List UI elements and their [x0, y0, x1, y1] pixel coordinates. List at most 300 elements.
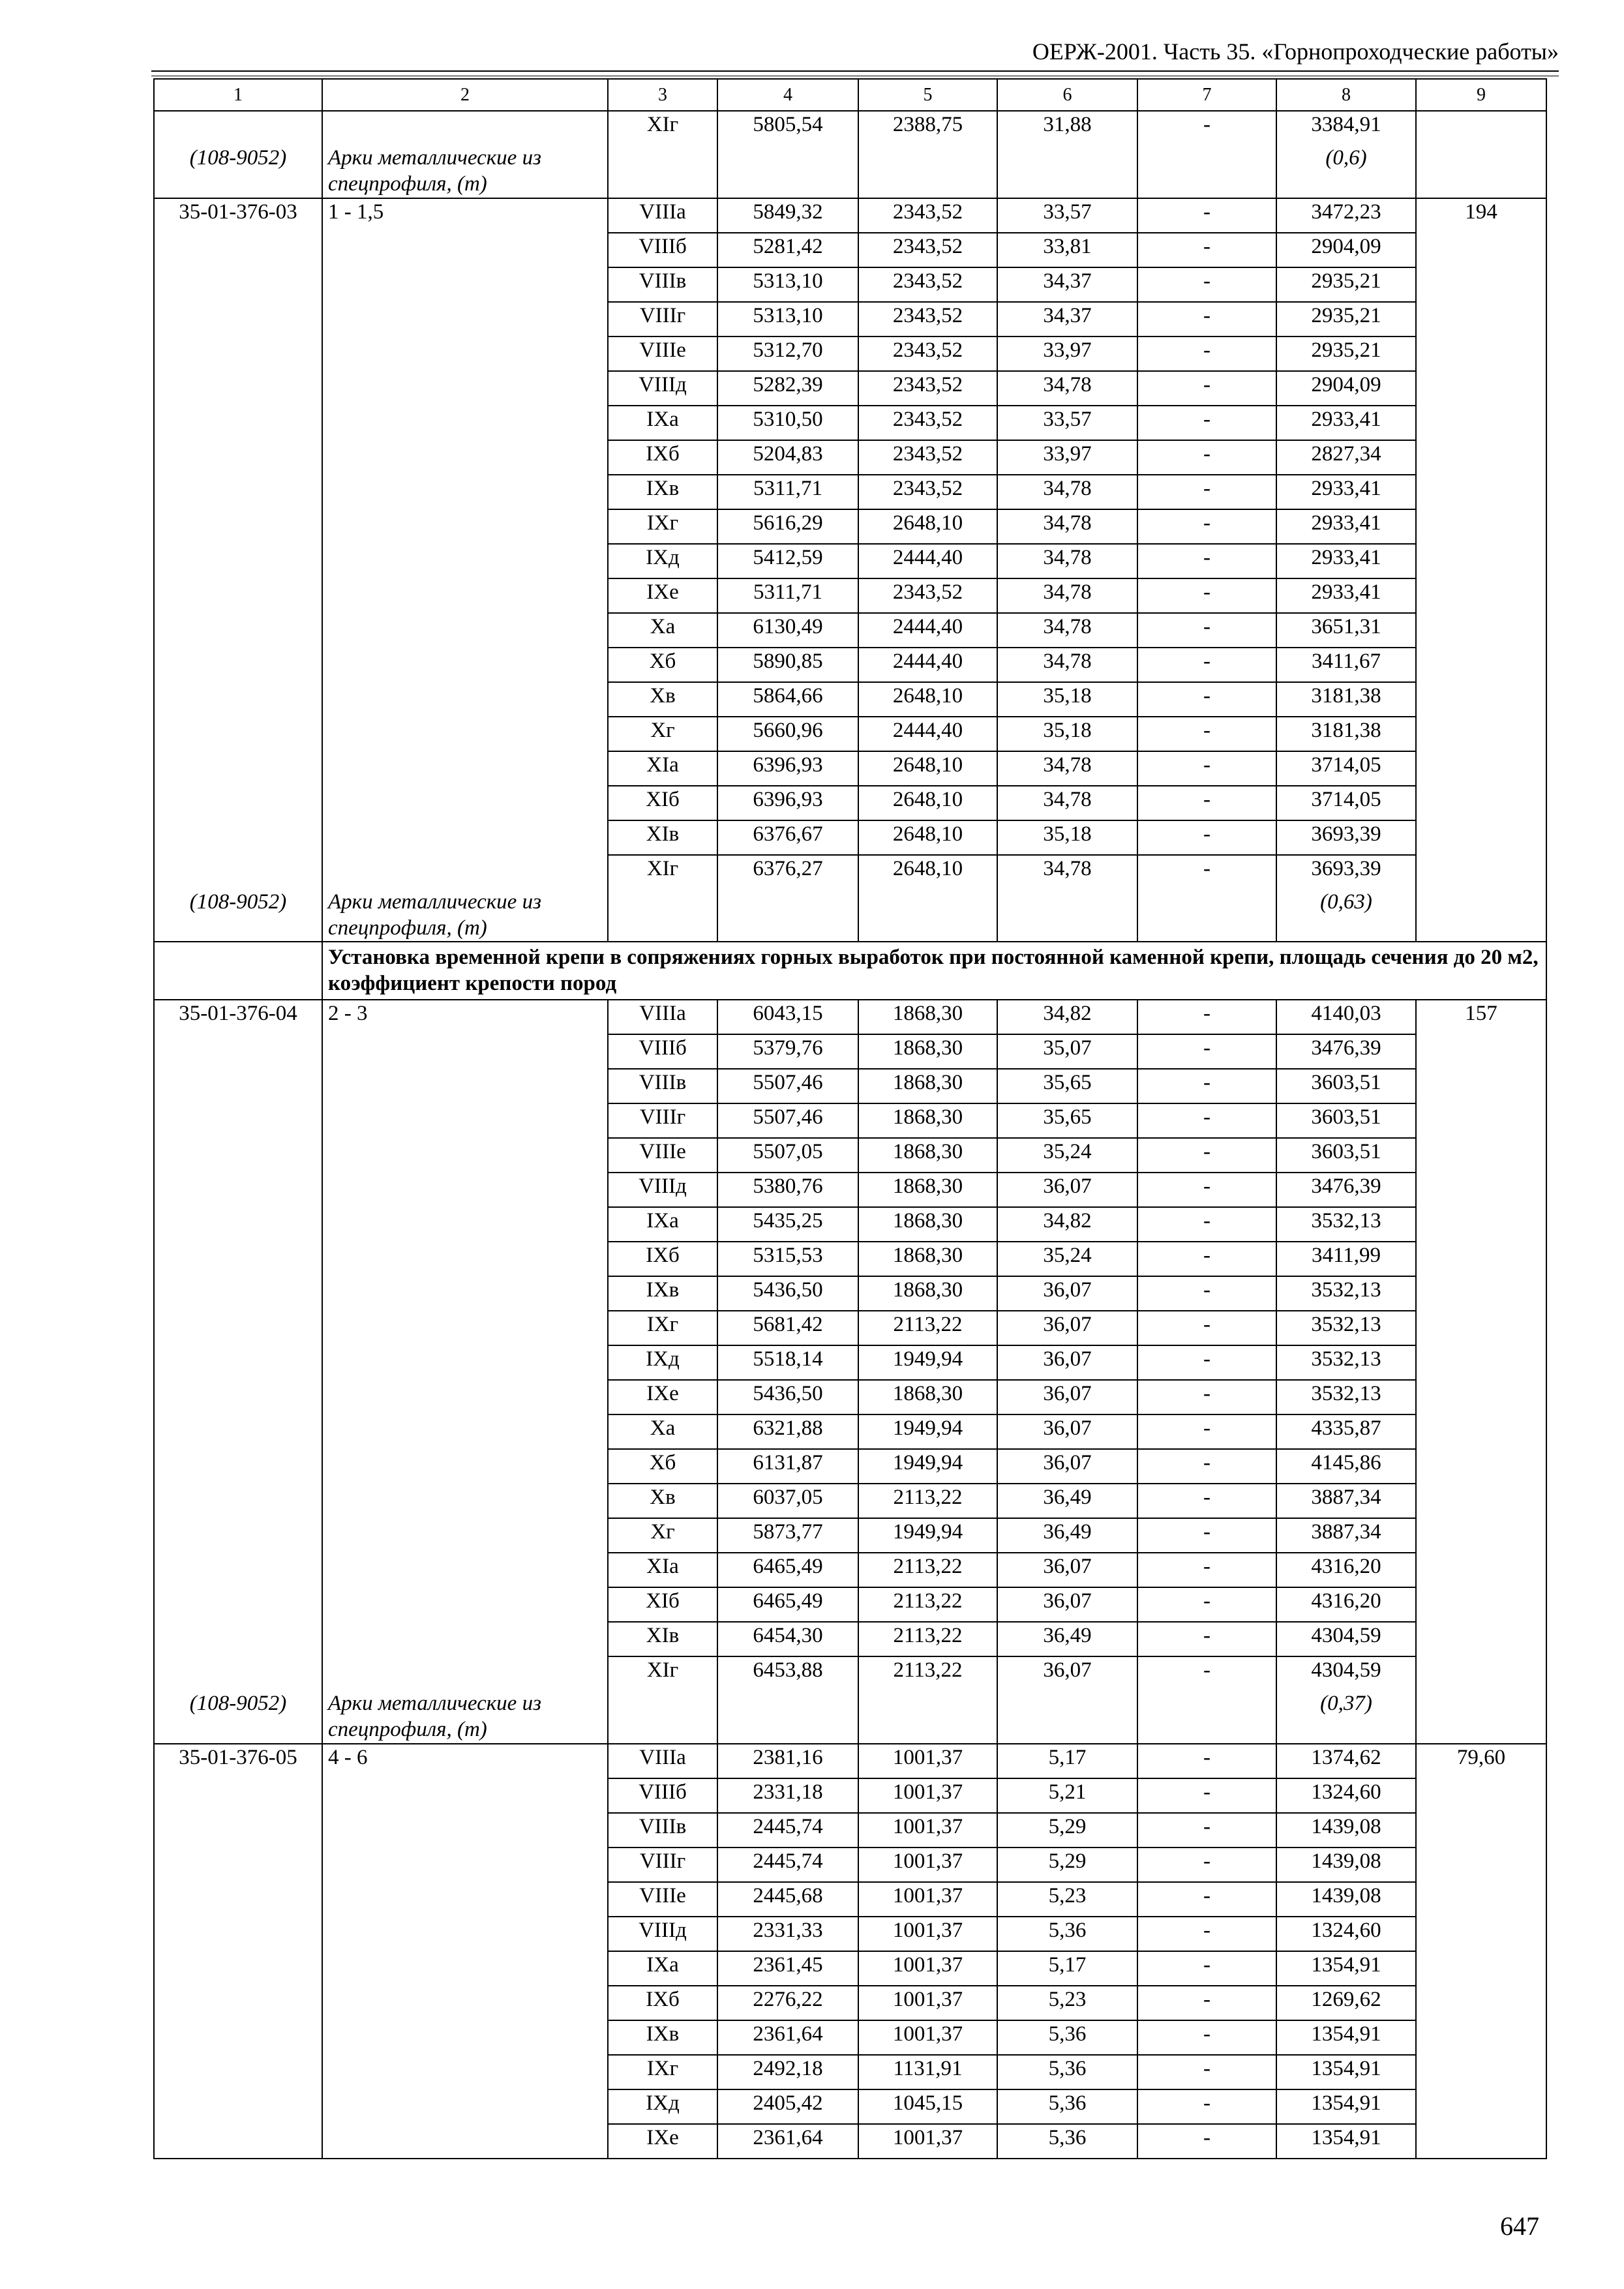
machine-cost-cell: 36,07 — [997, 1449, 1137, 1484]
rate-param-cell — [322, 440, 608, 475]
material-empty-cell — [1137, 889, 1276, 942]
rate-code-cell — [154, 1034, 322, 1069]
rate-param-cell — [322, 111, 608, 145]
table-row — [154, 1345, 1546, 1380]
zone-cell: XIг — [608, 855, 717, 889]
zone-cell: IXб — [608, 1242, 717, 1276]
total-cost-cell: 5507,46 — [717, 1069, 858, 1103]
total-cost-cell: 6130,49 — [717, 613, 858, 648]
machine-cost-cell: 5,36 — [997, 2124, 1137, 2159]
total-cost-cell: 5507,46 — [717, 1103, 858, 1138]
material-cost-cell: 2933,41 — [1276, 406, 1416, 440]
machine-cost-cell: 5,29 — [997, 1813, 1137, 1848]
material-cost-cell: 3476,39 — [1276, 1034, 1416, 1069]
material-cost-cell: 1354,91 — [1276, 1951, 1416, 1986]
material-cost-cell: 2827,34 — [1276, 440, 1416, 475]
total-cost-cell: 6321,88 — [717, 1414, 858, 1449]
labor-hours-cell — [1416, 820, 1546, 855]
table-row — [154, 578, 1546, 613]
rate-code-cell — [154, 1778, 322, 1813]
labor-cost-cell: 1001,37 — [858, 1813, 997, 1848]
table-row — [154, 648, 1546, 682]
zone-cell: IXе — [608, 1380, 717, 1414]
table-row — [154, 1311, 1546, 1345]
rate-param-cell — [322, 578, 608, 613]
labor-hours-cell — [1416, 1553, 1546, 1587]
driver-wage-cell: - — [1137, 1449, 1276, 1484]
table-row — [154, 2089, 1546, 2124]
total-cost-cell: 6453,88 — [717, 1656, 858, 1690]
material-code-cell: (108-9052) — [154, 1690, 322, 1744]
labor-hours-cell — [1416, 682, 1546, 717]
driver-wage-cell: - — [1137, 1414, 1276, 1449]
table-row — [154, 1553, 1546, 1587]
table-row — [154, 111, 1546, 145]
material-cost-cell: 1354,91 — [1276, 2055, 1416, 2089]
machine-cost-cell: 34,78 — [997, 786, 1137, 820]
material-empty-cell — [997, 1690, 1137, 1744]
rate-param-cell — [322, 302, 608, 337]
driver-wage-cell: - — [1137, 1622, 1276, 1656]
table-row — [154, 267, 1546, 302]
driver-wage-cell: - — [1137, 2089, 1276, 2124]
total-cost-cell: 2492,18 — [717, 2055, 858, 2089]
table-row — [154, 1000, 1546, 1034]
section-heading-text: Установка временной крепи в сопряжениях горных выработок при постоянной каменной крепи, площадь сечения до 20 м2, коэффициент крепости пород — [322, 942, 1546, 1000]
material-name-cell: Арки металлические из спецпрофиля, (т) — [322, 1690, 608, 1744]
driver-wage-cell: - — [1137, 578, 1276, 613]
labor-cost-cell: 1001,37 — [858, 1951, 997, 1986]
labor-hours-cell — [1416, 1882, 1546, 1917]
table-row — [154, 1173, 1546, 1207]
labor-hours-cell — [1416, 2055, 1546, 2089]
rate-code-cell — [154, 2089, 322, 2124]
labor-hours-cell — [1416, 1518, 1546, 1553]
zone-cell: XIг — [608, 111, 717, 145]
zone-cell: IXд — [608, 2089, 717, 2124]
total-cost-cell: 6396,93 — [717, 786, 858, 820]
labor-cost-cell: 2444,40 — [858, 613, 997, 648]
labor-cost-cell: 1001,37 — [858, 1744, 997, 1778]
material-cost-cell: 1354,91 — [1276, 2089, 1416, 2124]
labor-cost-cell: 2343,52 — [858, 337, 997, 371]
zone-cell: VIIIа — [608, 198, 717, 233]
total-cost-cell: 5312,70 — [717, 337, 858, 371]
labor-cost-cell: 2343,52 — [858, 406, 997, 440]
rate-param-cell: 2 - 3 — [322, 1000, 608, 1034]
rate-code-cell — [154, 1138, 322, 1173]
driver-wage-cell: - — [1137, 1917, 1276, 1951]
total-cost-cell: 5873,77 — [717, 1518, 858, 1553]
driver-wage-cell: - — [1137, 1744, 1276, 1778]
labor-cost-cell: 1868,30 — [858, 1380, 997, 1414]
driver-wage-cell: - — [1137, 1345, 1276, 1380]
labor-hours-cell — [1416, 1103, 1546, 1138]
machine-cost-cell: 31,88 — [997, 111, 1137, 145]
machine-cost-cell: 36,07 — [997, 1345, 1137, 1380]
rate-code-cell — [154, 1553, 322, 1587]
labor-cost-cell: 2343,52 — [858, 302, 997, 337]
rate-code-cell — [154, 440, 322, 475]
rate-param-cell — [322, 1173, 608, 1207]
labor-cost-cell: 2113,22 — [858, 1656, 997, 1690]
machine-cost-cell: 36,07 — [997, 1380, 1137, 1414]
labor-hours-cell — [1416, 855, 1546, 889]
machine-cost-cell: 36,49 — [997, 1484, 1137, 1518]
rate-code-cell — [154, 1276, 322, 1311]
column-header-3: 3 — [608, 79, 717, 111]
table-row — [154, 2124, 1546, 2159]
material-cost-cell: 3181,38 — [1276, 682, 1416, 717]
driver-wage-cell: - — [1137, 475, 1276, 509]
material-cost-cell: 3181,38 — [1276, 717, 1416, 751]
rate-code-cell — [154, 1848, 322, 1882]
machine-cost-cell: 34,37 — [997, 267, 1137, 302]
rate-code-cell — [154, 1518, 322, 1553]
machine-cost-cell: 36,07 — [997, 1587, 1137, 1622]
machine-cost-cell: 5,23 — [997, 1882, 1137, 1917]
total-cost-cell: 5310,50 — [717, 406, 858, 440]
zone-cell: IXг — [608, 1311, 717, 1345]
material-cost-cell: 2935,21 — [1276, 267, 1416, 302]
rate-param-cell — [322, 1207, 608, 1242]
material-cost-cell: 3476,39 — [1276, 1173, 1416, 1207]
labor-cost-cell: 2343,52 — [858, 475, 997, 509]
labor-cost-cell: 1868,30 — [858, 1103, 997, 1138]
labor-hours-cell — [1416, 1207, 1546, 1242]
total-cost-cell: 5380,76 — [717, 1173, 858, 1207]
rate-code-cell — [154, 820, 322, 855]
table-header-row — [154, 79, 1546, 111]
rates-table — [153, 78, 1547, 2159]
zone-cell: IXа — [608, 406, 717, 440]
column-header-9: 9 — [1416, 79, 1546, 111]
labor-cost-cell: 2444,40 — [858, 717, 997, 751]
material-cost-cell: 3411,67 — [1276, 648, 1416, 682]
material-cost-cell: 3472,23 — [1276, 198, 1416, 233]
total-cost-cell: 2331,18 — [717, 1778, 858, 1813]
table-row — [154, 233, 1546, 267]
rate-code-cell — [154, 717, 322, 751]
rate-code-cell — [154, 1173, 322, 1207]
material-cost-cell: 1354,91 — [1276, 2020, 1416, 2055]
rate-code-cell — [154, 2020, 322, 2055]
zone-cell: IXб — [608, 440, 717, 475]
driver-wage-cell: - — [1137, 440, 1276, 475]
labor-cost-cell: 2388,75 — [858, 111, 997, 145]
zone-cell: Xб — [608, 648, 717, 682]
machine-cost-cell: 36,07 — [997, 1656, 1137, 1690]
total-cost-cell: 5281,42 — [717, 233, 858, 267]
driver-wage-cell: - — [1137, 337, 1276, 371]
rate-param-cell — [322, 855, 608, 889]
machine-cost-cell: 36,49 — [997, 1622, 1137, 1656]
rate-param-cell — [322, 1813, 608, 1848]
total-cost-cell: 6454,30 — [717, 1622, 858, 1656]
section-empty-cell — [154, 942, 322, 1000]
labor-hours-cell — [1416, 267, 1546, 302]
labor-hours-cell — [1416, 111, 1546, 145]
zone-cell: VIIIг — [608, 1848, 717, 1882]
rate-code-cell — [154, 613, 322, 648]
labor-cost-cell: 1868,30 — [858, 1069, 997, 1103]
zone-cell: IXг — [608, 2055, 717, 2089]
material-cost-cell: 3532,13 — [1276, 1380, 1416, 1414]
table-row — [154, 682, 1546, 717]
rate-param-cell — [322, 613, 608, 648]
labor-cost-cell: 2343,52 — [858, 267, 997, 302]
labor-cost-cell: 1949,94 — [858, 1449, 997, 1484]
driver-wage-cell: - — [1137, 371, 1276, 406]
labor-hours-cell — [1416, 2020, 1546, 2055]
zone-cell: IXв — [608, 2020, 717, 2055]
table-row — [154, 406, 1546, 440]
material-cost-cell: 1374,62 — [1276, 1744, 1416, 1778]
labor-hours-cell: 79,60 — [1416, 1744, 1546, 1778]
rate-param-cell — [322, 337, 608, 371]
labor-hours-cell — [1416, 1587, 1546, 1622]
rate-code-cell — [154, 786, 322, 820]
material-cost-cell: 3714,05 — [1276, 786, 1416, 820]
zone-cell: Xв — [608, 682, 717, 717]
rate-param-cell — [322, 1103, 608, 1138]
material-empty-cell — [858, 1690, 997, 1744]
material-cost-cell: 3532,13 — [1276, 1311, 1416, 1345]
column-header-4: 4 — [717, 79, 858, 111]
table-row — [154, 198, 1546, 233]
zone-cell: IXа — [608, 1951, 717, 1986]
machine-cost-cell: 36,07 — [997, 1311, 1137, 1345]
machine-cost-cell: 36,49 — [997, 1518, 1137, 1553]
rate-param-cell — [322, 1622, 608, 1656]
labor-cost-cell: 1045,15 — [858, 2089, 997, 2124]
table-row — [154, 820, 1546, 855]
table-row — [154, 475, 1546, 509]
labor-cost-cell: 2343,52 — [858, 371, 997, 406]
driver-wage-cell: - — [1137, 751, 1276, 786]
zone-cell: VIIIд — [608, 1173, 717, 1207]
table-row — [154, 1656, 1546, 1690]
total-cost-cell: 5435,25 — [717, 1207, 858, 1242]
rate-code-cell — [154, 2055, 322, 2089]
labor-cost-cell: 2113,22 — [858, 1484, 997, 1518]
material-cost-cell: 1439,08 — [1276, 1848, 1416, 1882]
driver-wage-cell: - — [1137, 1311, 1276, 1345]
total-cost-cell: 5805,54 — [717, 111, 858, 145]
table-row — [154, 371, 1546, 406]
labor-hours-cell — [1416, 1242, 1546, 1276]
table-row — [154, 1138, 1546, 1173]
labor-cost-cell: 1001,37 — [858, 1917, 997, 1951]
rate-param-cell — [322, 1882, 608, 1917]
labor-cost-cell: 2444,40 — [858, 648, 997, 682]
driver-wage-cell: - — [1137, 1951, 1276, 1986]
labor-cost-cell: 1001,37 — [858, 1778, 997, 1813]
total-cost-cell: 5204,83 — [717, 440, 858, 475]
table-row — [154, 1778, 1546, 1813]
column-header-6: 6 — [997, 79, 1137, 111]
rate-code-cell — [154, 475, 322, 509]
rate-code-cell — [154, 1951, 322, 1986]
rate-param-cell — [322, 1848, 608, 1882]
zone-cell: Xв — [608, 1484, 717, 1518]
rate-code-cell — [154, 233, 322, 267]
material-empty-cell — [717, 889, 858, 942]
rate-param-cell — [322, 1414, 608, 1449]
machine-cost-cell: 34,78 — [997, 751, 1137, 786]
total-cost-cell: 5436,50 — [717, 1276, 858, 1311]
material-cost-cell: 1324,60 — [1276, 1778, 1416, 1813]
zone-cell: VIIIб — [608, 1778, 717, 1813]
rate-code-cell — [154, 1345, 322, 1380]
machine-cost-cell: 34,37 — [997, 302, 1137, 337]
rate-code-cell — [154, 544, 322, 578]
column-header-2: 2 — [322, 79, 608, 111]
driver-wage-cell: - — [1137, 544, 1276, 578]
machine-cost-cell: 35,18 — [997, 717, 1137, 751]
labor-hours-cell — [1416, 544, 1546, 578]
material-cost-cell: 4316,20 — [1276, 1587, 1416, 1622]
driver-wage-cell: - — [1137, 1518, 1276, 1553]
labor-hours-cell — [1416, 1276, 1546, 1311]
machine-cost-cell: 34,78 — [997, 509, 1137, 544]
zone-cell: IXд — [608, 544, 717, 578]
rate-param-cell — [322, 1553, 608, 1587]
labor-hours-cell — [1416, 1034, 1546, 1069]
material-cost-cell: 3887,34 — [1276, 1484, 1416, 1518]
total-cost-cell: 6131,87 — [717, 1449, 858, 1484]
labor-cost-cell: 1868,30 — [858, 1000, 997, 1034]
table-row — [154, 855, 1546, 889]
column-header-5: 5 — [858, 79, 997, 111]
table-row — [154, 786, 1546, 820]
rate-code-cell — [154, 1207, 322, 1242]
zone-cell: VIIIд — [608, 371, 717, 406]
machine-cost-cell: 5,36 — [997, 2055, 1137, 2089]
table-row — [154, 1744, 1546, 1778]
rate-code-cell — [154, 751, 322, 786]
table-row — [154, 337, 1546, 371]
driver-wage-cell: - — [1137, 509, 1276, 544]
rate-param-cell — [322, 1380, 608, 1414]
labor-cost-cell: 1868,30 — [858, 1276, 997, 1311]
machine-cost-cell: 5,36 — [997, 2020, 1137, 2055]
machine-cost-cell: 33,81 — [997, 233, 1137, 267]
labor-cost-cell: 1949,94 — [858, 1414, 997, 1449]
rate-param-cell — [322, 1484, 608, 1518]
labor-hours-cell — [1416, 371, 1546, 406]
total-cost-cell: 6465,49 — [717, 1587, 858, 1622]
total-cost-cell: 5313,10 — [717, 267, 858, 302]
material-cost-cell: 2904,09 — [1276, 371, 1416, 406]
machine-cost-cell: 5,36 — [997, 1917, 1137, 1951]
table-row — [154, 1587, 1546, 1622]
driver-wage-cell: - — [1137, 1138, 1276, 1173]
driver-wage-cell: - — [1137, 1882, 1276, 1917]
zone-cell: VIIIв — [608, 267, 717, 302]
material-empty-cell — [608, 145, 717, 198]
material-cost-cell: 2933,41 — [1276, 578, 1416, 613]
total-cost-cell: 6043,15 — [717, 1000, 858, 1034]
material-cost-cell: 2933,41 — [1276, 544, 1416, 578]
material-cost-cell: 4335,87 — [1276, 1414, 1416, 1449]
labor-hours-cell — [1416, 1917, 1546, 1951]
zone-cell: Xа — [608, 613, 717, 648]
machine-cost-cell: 33,57 — [997, 198, 1137, 233]
total-cost-cell: 2361,64 — [717, 2020, 858, 2055]
total-cost-cell: 6465,49 — [717, 1553, 858, 1587]
rate-code-cell — [154, 578, 322, 613]
material-cost-cell: 2933,41 — [1276, 509, 1416, 544]
zone-cell: VIIIб — [608, 233, 717, 267]
zone-cell: IXд — [608, 1345, 717, 1380]
labor-hours-cell — [1416, 1380, 1546, 1414]
zone-cell: IXе — [608, 578, 717, 613]
material-cost-cell: 4145,86 — [1276, 1449, 1416, 1484]
labor-hours-cell — [1416, 578, 1546, 613]
rate-code-cell — [154, 1656, 322, 1690]
total-cost-cell: 5313,10 — [717, 302, 858, 337]
header-rule-thick — [151, 70, 1559, 72]
table-row — [154, 717, 1546, 751]
table-row — [154, 1414, 1546, 1449]
labor-cost-cell: 1001,37 — [858, 1848, 997, 1882]
rate-code-cell — [154, 1622, 322, 1656]
material-row — [154, 145, 1546, 198]
machine-cost-cell: 35,24 — [997, 1242, 1137, 1276]
machine-cost-cell: 35,18 — [997, 682, 1137, 717]
material-cost-cell: 1354,91 — [1276, 2124, 1416, 2159]
driver-wage-cell: - — [1137, 233, 1276, 267]
rate-code-cell — [154, 1103, 322, 1138]
material-cost-cell: 1439,08 — [1276, 1813, 1416, 1848]
labor-cost-cell: 1001,37 — [858, 1882, 997, 1917]
rate-code-cell — [154, 111, 322, 145]
labor-hours-cell — [1416, 1484, 1546, 1518]
driver-wage-cell: - — [1137, 1103, 1276, 1138]
labor-hours-cell — [1416, 406, 1546, 440]
total-cost-cell: 2405,42 — [717, 2089, 858, 2124]
material-cost-cell: 1324,60 — [1276, 1917, 1416, 1951]
labor-cost-cell: 2113,22 — [858, 1311, 997, 1345]
driver-wage-cell: - — [1137, 613, 1276, 648]
total-cost-cell: 6376,67 — [717, 820, 858, 855]
material-norm-cell: (0,37) — [1276, 1690, 1416, 1744]
rate-param-cell: 1 - 1,5 — [322, 198, 608, 233]
labor-cost-cell: 2113,22 — [858, 1587, 997, 1622]
material-cost-cell: 2935,21 — [1276, 337, 1416, 371]
table-row — [154, 2055, 1546, 2089]
driver-wage-cell: - — [1137, 1000, 1276, 1034]
machine-cost-cell: 34,78 — [997, 475, 1137, 509]
table-row — [154, 1242, 1546, 1276]
driver-wage-cell: - — [1137, 1242, 1276, 1276]
rate-code-cell — [154, 1069, 322, 1103]
machine-cost-cell: 34,78 — [997, 648, 1137, 682]
rate-code-cell — [154, 1917, 322, 1951]
machine-cost-cell: 34,78 — [997, 855, 1137, 889]
driver-wage-cell: - — [1137, 648, 1276, 682]
labor-hours-cell — [1416, 1449, 1546, 1484]
labor-hours-cell — [1416, 1311, 1546, 1345]
driver-wage-cell: - — [1137, 1553, 1276, 1587]
rate-param-cell — [322, 371, 608, 406]
driver-wage-cell: - — [1137, 1207, 1276, 1242]
total-cost-cell: 5890,85 — [717, 648, 858, 682]
material-cost-cell: 3714,05 — [1276, 751, 1416, 786]
labor-cost-cell: 2343,52 — [858, 440, 997, 475]
labor-hours-cell — [1416, 1656, 1546, 1690]
